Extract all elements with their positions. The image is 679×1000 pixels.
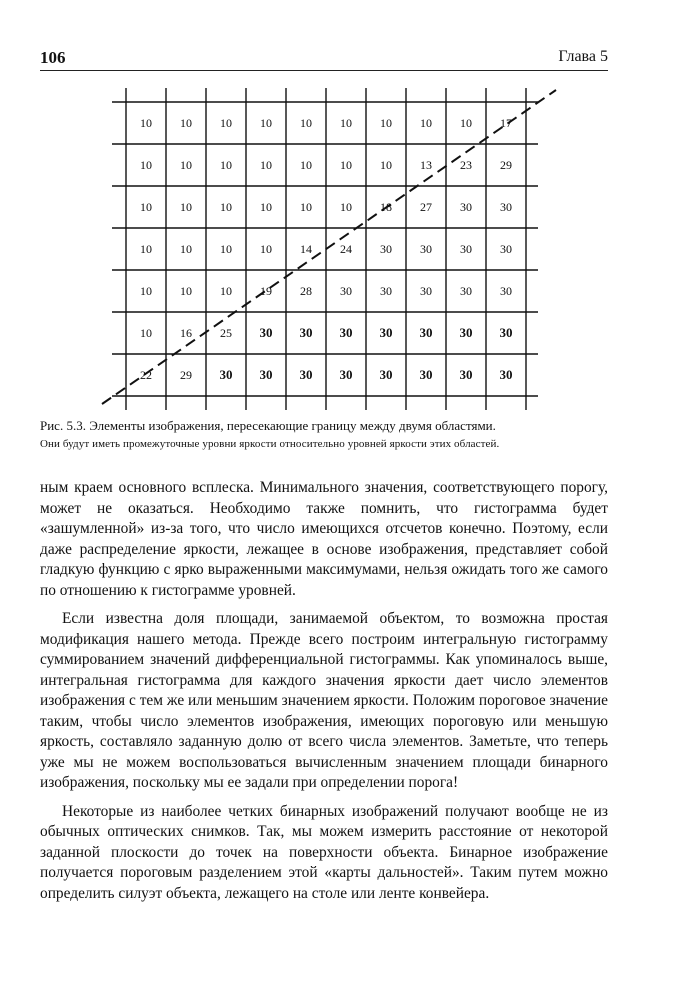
grid-cell: 30 <box>339 325 353 340</box>
grid-cell: 29 <box>180 368 192 382</box>
grid-cell: 10 <box>220 116 232 130</box>
grid-cell: 16 <box>180 326 192 340</box>
figure-caption <box>40 416 608 454</box>
grid-cell: 10 <box>260 200 272 214</box>
grid-cell: 17 <box>500 116 512 130</box>
grid-cell: 10 <box>180 284 192 298</box>
grid-cell: 14 <box>300 242 312 256</box>
grid-cell: 30 <box>460 242 472 256</box>
header-rule <box>40 70 608 71</box>
grid-cell: 10 <box>180 200 192 214</box>
grid-cell: 10 <box>220 200 232 214</box>
grid-cell: 30 <box>259 325 273 340</box>
grid-cell: 30 <box>500 200 512 214</box>
grid-cell: 30 <box>420 242 432 256</box>
grid-cell: 10 <box>420 116 432 130</box>
page-header <box>40 48 608 70</box>
grid-cell: 10 <box>140 284 152 298</box>
page-number: 106 <box>40 48 66 67</box>
grid-cell: 30 <box>299 367 313 382</box>
caption-line-1: Рис. 5.3. Элементы изображения, пересекающие границу между двумя областями. <box>40 418 496 433</box>
grid-cell: 30 <box>380 284 392 298</box>
grid-cell: 30 <box>459 325 473 340</box>
paragraph-1: ным краем основного всплеска. Минимального значения, соответствующего порогу, может не оказаться. Необходимо также помнить, что гистограмма будет «зашумленной» из-за того, что число имеющихся отсчетов конечно. Поэтому, если даже распределение яркости, лежащее в основе изображения, представляет собой гладкую функцию с ярко выраженными максимумами, нельзя ожидать того же самого по отношению к гистограмме уровней. <box>40 479 608 599</box>
grid-cell: 10 <box>140 158 152 172</box>
grid-cell: 30 <box>340 284 352 298</box>
grid-cell: 10 <box>220 158 232 172</box>
grid-cell: 10 <box>180 242 192 256</box>
grid-cell: 30 <box>499 325 513 340</box>
paragraph-3: Некоторые из наиболее четких бинарных изображений получают вообще не из обычных оптических снимков. Так, мы можем измерить расстояние от некоторой заданной плоскости до точек на поверхности объекта. Бинарное изображение получается пороговым разделением этой «карты дальностей». Таким путем можно определить силуэт объекта, лежащего на столе или ленте конвейера. <box>40 802 608 902</box>
grid-cell: 10 <box>300 158 312 172</box>
grid-cell: 10 <box>140 116 152 130</box>
grid-cell: 30 <box>420 284 432 298</box>
grid-cell: 10 <box>140 242 152 256</box>
grid-cell: 10 <box>300 116 312 130</box>
grid-cell: 30 <box>499 367 513 382</box>
grid-cell: 10 <box>180 116 192 130</box>
grid-cell: 30 <box>219 367 233 382</box>
grid-cell: 30 <box>500 242 512 256</box>
grid-cell: 10 <box>380 116 392 130</box>
paragraph-2: Если известна доля площади, занимаемой объектом, то возможна простая модификация нашего метода. Прежде всего построим интегральную гистограмму суммированием значений дифференциальной гистограммы. Как упоминалось выше, интегральная гистограмма для каждого значения яркости дает число элементов изображения с тем же или меньшим значением яркости. Положим пороговое значение таким, чтобы число элементов изображения, имеющих пороговую или меньшую яркость, составляло заданную долю от всего числа элементов. Заметьте, что теперь уже мы не можем воспользоваться вычисленным значением площади бинарного изображения, поскольку мы ее задали при определении порога! <box>40 610 608 791</box>
grid-cell: 10 <box>460 116 472 130</box>
grid-cell: 10 <box>140 200 152 214</box>
chapter-title: Глава 5 <box>558 48 608 65</box>
grid-cell: 30 <box>500 284 512 298</box>
grid-cell: 27 <box>420 200 432 214</box>
grid-cell: 10 <box>380 158 392 172</box>
caption-line-2: Они будут иметь промежуточные уровни яркости относительно уровней яркости этих областей. <box>40 438 500 450</box>
grid-cell: 30 <box>419 325 433 340</box>
grid-cell: 28 <box>300 284 312 298</box>
grid-cell: 25 <box>220 326 232 340</box>
grid-cell: 30 <box>380 242 392 256</box>
grid-cell: 10 <box>340 116 352 130</box>
grid-cell: 30 <box>299 325 313 340</box>
grid-cell: 10 <box>300 200 312 214</box>
grid-cell: 10 <box>260 116 272 130</box>
grid-cell: 30 <box>379 325 393 340</box>
grid-cell: 30 <box>460 284 472 298</box>
body-text <box>40 478 608 904</box>
grid-cell: 18 <box>380 200 392 214</box>
grid-cell: 10 <box>180 158 192 172</box>
grid-cell: 10 <box>140 326 152 340</box>
grid-cell: 13 <box>420 158 432 172</box>
grid-cell: 10 <box>220 284 232 298</box>
grid-cell: 30 <box>460 200 472 214</box>
grid-cell: 10 <box>260 242 272 256</box>
grid-cell: 10 <box>260 158 272 172</box>
grid-cell: 30 <box>419 367 433 382</box>
grid-cell: 10 <box>220 242 232 256</box>
grid-cell: 19 <box>260 284 272 298</box>
grid-cell: 22 <box>140 368 152 382</box>
figure-pixel-grid <box>98 82 568 404</box>
grid-cell: 23 <box>460 158 472 172</box>
grid-cell: 30 <box>259 367 273 382</box>
grid-cell: 24 <box>340 242 352 256</box>
grid-cell: 30 <box>339 367 353 382</box>
grid-cell: 29 <box>500 158 512 172</box>
grid-cell: 30 <box>459 367 473 382</box>
grid-cell: 10 <box>340 200 352 214</box>
grid-cell: 30 <box>379 367 393 382</box>
grid-cell: 10 <box>340 158 352 172</box>
